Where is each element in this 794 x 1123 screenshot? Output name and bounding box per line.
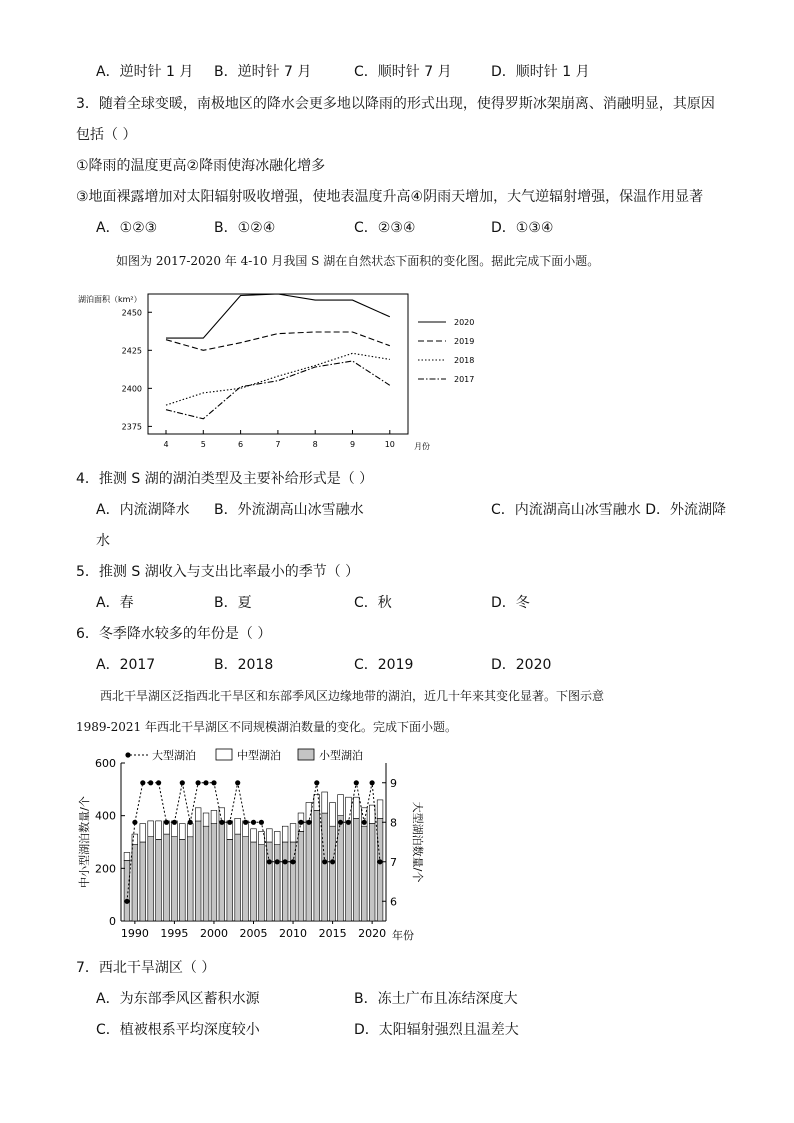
chart2-bar-medium	[251, 829, 257, 842]
chart2-right-tick-label: 9	[390, 776, 397, 790]
chart1-xtick-label: 9	[349, 440, 356, 449]
chart2-large-lake-point	[172, 820, 177, 825]
q7-stem: 7．西北干旱湖区（ ）	[76, 960, 216, 976]
q6-option-b: B．2018	[214, 657, 274, 673]
chart2-large-lake-point	[219, 820, 224, 825]
chart2-large-lake-point	[148, 780, 153, 785]
q3-option-d: D．①③④	[491, 220, 554, 236]
chart2-large-lake-point	[322, 859, 327, 864]
q3-stem-line2: 包括（ ）	[76, 127, 137, 143]
chart2-bar-small	[346, 821, 352, 921]
q6-option-c: C．2019	[354, 657, 414, 673]
q3-option-c: C．②③④	[354, 220, 416, 236]
chart1-ytick-label: 2375	[121, 422, 142, 432]
chart2-bar-small	[132, 845, 138, 921]
chart2-large-lake-point	[314, 780, 319, 785]
q3-option-b: B．①②④	[214, 220, 276, 236]
chart2-bar-medium	[354, 797, 360, 818]
q3-statement-1: ①降雨的温度更高②降雨使海冰融化增多	[76, 158, 326, 174]
chart2-bar-medium	[140, 824, 146, 842]
chart2-bar-medium	[156, 821, 162, 839]
chart2-large-lake-point	[132, 820, 137, 825]
chart2-xtick-label: 1990	[120, 927, 149, 940]
q2-option-c: C．顺时针 7 月	[354, 64, 452, 80]
chart2-large-lake-point	[354, 780, 359, 785]
chart2-right-tick-label: 7	[390, 855, 397, 869]
q3-statement-2: ③地面裸露增加对太阳辐射吸收增强，使地表温度升高④阴雨天增加，大气逆辐射增强，保温作用显著	[76, 189, 704, 205]
chart2-bar-small	[314, 810, 320, 921]
chart2-bar-medium	[132, 834, 138, 845]
chart2-bar-medium	[235, 818, 241, 834]
q7-option-c: C．植被根系平均深度较小	[96, 1022, 260, 1038]
chart1-legend-label-2017: 2017	[454, 375, 475, 384]
chart2-legend-large-point	[125, 752, 130, 757]
chart2-large-lake-point	[275, 859, 280, 864]
chart2-bar-small	[227, 839, 233, 921]
chart1-ytick-label: 2450	[121, 308, 142, 318]
chart2-bar-small	[124, 860, 130, 921]
chart1-legend-label-2020: 2020	[454, 318, 475, 327]
chart2-bar-medium	[267, 829, 273, 842]
q5-stem: 5．推测 S 湖收入与支出比率最小的季节（ ）	[76, 564, 360, 580]
chart2-bar-small	[211, 824, 217, 921]
q5-option-b: B．夏	[214, 595, 252, 611]
chart1-series-2019	[166, 332, 390, 350]
chart2-legend-small-swatch	[298, 749, 314, 760]
chart2-large-lake-point	[346, 820, 351, 825]
q7-option-b: B．冻土广布且冻结深度大	[354, 991, 518, 1007]
chart2-bar-medium	[187, 824, 193, 837]
chart2-bar-small	[338, 816, 344, 921]
chart2-right-tick-label: 8	[390, 816, 397, 830]
chart2-bar-small	[369, 824, 375, 921]
chart2-left-tick-label: 600	[95, 757, 116, 770]
chart2-xtick-label: 1995	[160, 927, 189, 940]
chart2-bar-medium	[195, 808, 201, 821]
chart2-large-lake-point	[180, 780, 185, 785]
q4-option-d-wrap: 水	[96, 533, 110, 549]
chart2-bar-small	[187, 837, 193, 921]
chart2-large-lake-point	[243, 820, 248, 825]
chart2-large-lake-point	[362, 820, 367, 825]
chart2-bar-small	[251, 842, 257, 921]
chart2-bar-medium	[180, 824, 186, 840]
chart2-large-lake-point	[196, 780, 201, 785]
lake-count-bar-chart	[76, 746, 426, 946]
chart1-series-2017	[166, 361, 390, 419]
chart2-bar-small	[140, 842, 146, 921]
chart1-xtick-label: 5	[200, 440, 206, 449]
chart2-bar-medium	[211, 810, 217, 823]
chart2-bar-medium	[346, 797, 352, 821]
q4-stem: 4．推测 S 湖的湖泊类型及主要补给形式是（ ）	[76, 471, 374, 487]
chart2-bar-small	[306, 821, 312, 921]
chart2-bar-medium	[274, 832, 280, 845]
chart2-bar-small	[203, 826, 209, 921]
chart2-bar-small	[322, 813, 328, 921]
chart2-bar-small	[172, 837, 178, 921]
chart2-right-ylabel: 大型湖泊数量/个	[411, 801, 424, 883]
chart1-xlabel: 月份	[414, 442, 430, 451]
chart2-left-tick-label: 200	[95, 862, 116, 876]
chart2-bar-medium	[148, 821, 154, 837]
chart2-xtick-label: 2010	[279, 927, 308, 940]
chart2-bar-small	[180, 839, 186, 921]
q4-option-c-d: C．内流湖高山冰雪融水 D．外流湖降	[491, 502, 727, 518]
chart1-series-2018	[166, 353, 390, 405]
chart2-bar-small	[195, 821, 201, 921]
chart2-xtick-label: 2005	[239, 927, 268, 940]
chart1-xtick-label: 8	[312, 440, 318, 449]
chart2-bar-small	[164, 834, 170, 921]
chart1-ytick-label: 2425	[121, 346, 142, 356]
q2-option-d: D．顺时针 1 月	[491, 64, 590, 80]
chart2-bar-medium	[338, 795, 344, 816]
chart2-large-lake-point	[227, 820, 232, 825]
q7-option-d: D．太阳辐射强烈且温差大	[354, 1022, 519, 1038]
chart2-bar-small	[259, 845, 265, 921]
chart2-bar-small	[274, 845, 280, 921]
q4-option-a: A．内流湖降水	[96, 502, 190, 518]
intro-lake-area: 如图为 2017-2020 年 4-10 月我国 S 湖在自然状态下面积的变化图。据此完成下面小题。	[116, 254, 600, 268]
chart1-series-2020	[166, 294, 390, 338]
chart2-large-lake-point	[330, 859, 335, 864]
q6-stem: 6．冬季降水较多的年份是（ ）	[76, 626, 272, 642]
chart1-xtick-label: 6	[238, 440, 244, 449]
chart2-legend-medium-swatch	[216, 749, 232, 760]
lake-area-line-chart	[76, 286, 496, 456]
chart2-left-ylabel: 中小型湖泊数量/个	[78, 796, 91, 888]
q6-option-a: A．2017	[96, 657, 156, 673]
chart2-bar-small	[235, 834, 241, 921]
chart2-large-lake-point	[203, 780, 208, 785]
chart1-xtick-label: 7	[275, 440, 281, 449]
chart2-large-lake-point	[164, 820, 169, 825]
chart1-ylabel: 湖泊面积（km²）	[78, 295, 142, 304]
chart2-xtick-label: 2015	[318, 927, 347, 940]
q6-option-d: D．2020	[491, 657, 552, 673]
chart2-legend-large-label: 大型湖泊	[152, 749, 196, 762]
chart2-large-lake-point	[370, 780, 375, 785]
chart2-bar-small	[298, 832, 304, 922]
chart2-large-lake-point	[298, 820, 303, 825]
q5-option-a: A．春	[96, 595, 134, 611]
chart2-bar-medium	[290, 824, 296, 842]
q2-option-b: B．逆时针 7 月	[214, 64, 312, 80]
chart1-legend-label-2018: 2018	[454, 356, 475, 365]
chart1-ytick-label: 2400	[121, 384, 142, 394]
chart2-left-tick-label: 400	[95, 809, 116, 823]
chart2-xlabel: 年份	[392, 929, 414, 942]
q2-option-a: A．逆时针 1 月	[96, 64, 194, 80]
chart2-bar-medium	[330, 803, 336, 827]
chart2-bar-small	[361, 826, 367, 921]
chart2-bar-small	[148, 837, 154, 921]
chart2-bar-small	[219, 821, 225, 921]
chart2-xtick-label: 2000	[199, 927, 228, 940]
chart2-bar-medium	[369, 805, 375, 823]
chart2-bar-small	[377, 818, 383, 921]
chart2-bar-small	[282, 842, 288, 921]
chart2-large-lake-point	[235, 780, 240, 785]
chart2-large-lake-point	[259, 820, 264, 825]
chart2-legend-small-label: 小型湖泊	[319, 749, 363, 762]
chart2-large-lake-point	[211, 780, 216, 785]
chart2-bar-medium	[377, 800, 383, 818]
chart2-bar-medium	[282, 826, 288, 842]
chart2-bar-small	[330, 826, 336, 921]
chart2-bar-small	[156, 839, 162, 921]
chart2-large-lake-point	[267, 859, 272, 864]
chart2-right-tick-label: 6	[390, 895, 397, 909]
chart2-bar-medium	[322, 792, 328, 813]
chart2-bar-medium	[203, 813, 209, 826]
chart2-large-lake-point	[338, 820, 343, 825]
chart1-legend-label-2019: 2019	[454, 337, 475, 346]
q7-option-a: A．为东部季风区蓄积水源	[96, 991, 260, 1007]
q3-option-a: A．①②③	[96, 220, 158, 236]
intro-northwest-lakes-1: 西北干旱湖区泛指西北干旱区和东部季风区边缘地带的湖泊，近几十年来其变化显著。下图示意	[100, 689, 605, 703]
chart1-xtick-label: 4	[163, 440, 169, 449]
chart1-frame	[148, 294, 408, 434]
chart2-left-tick-label: 0	[109, 915, 116, 928]
chart2-large-lake-point	[377, 859, 382, 864]
chart2-legend-medium-label: 中型湖泊	[237, 749, 281, 762]
chart2-bar-small	[354, 818, 360, 921]
intro-northwest-lakes-2: 1989-2021 年西北干旱湖区不同规模湖泊数量的变化。完成下面小题。	[76, 720, 457, 734]
chart2-large-lake-point	[140, 780, 145, 785]
q5-option-c: C．秋	[354, 595, 392, 611]
chart2-large-lake-point	[306, 820, 311, 825]
chart2-bar-small	[243, 837, 249, 921]
q4-option-b: B．外流湖高山冰雪融水	[214, 502, 364, 518]
chart2-large-lake-point	[124, 899, 129, 904]
chart1-xtick-label: 10	[384, 440, 395, 449]
chart2-bar-medium	[306, 803, 312, 821]
chart2-large-lake-point	[290, 859, 295, 864]
chart2-bar-medium	[124, 853, 130, 861]
chart2-large-lake-point	[251, 820, 256, 825]
q3-stem-line1: 3．随着全球变暖，南极地区的降水会更多地以降雨的形式出现，使得罗斯冰架崩离、消融明显，其原因	[76, 96, 715, 112]
chart2-large-lake-point	[283, 859, 288, 864]
chart2-xtick-label: 2020	[358, 927, 387, 940]
chart2-large-lake-point	[156, 780, 161, 785]
q5-option-d: D．冬	[491, 595, 530, 611]
chart2-large-lake-point	[188, 820, 193, 825]
